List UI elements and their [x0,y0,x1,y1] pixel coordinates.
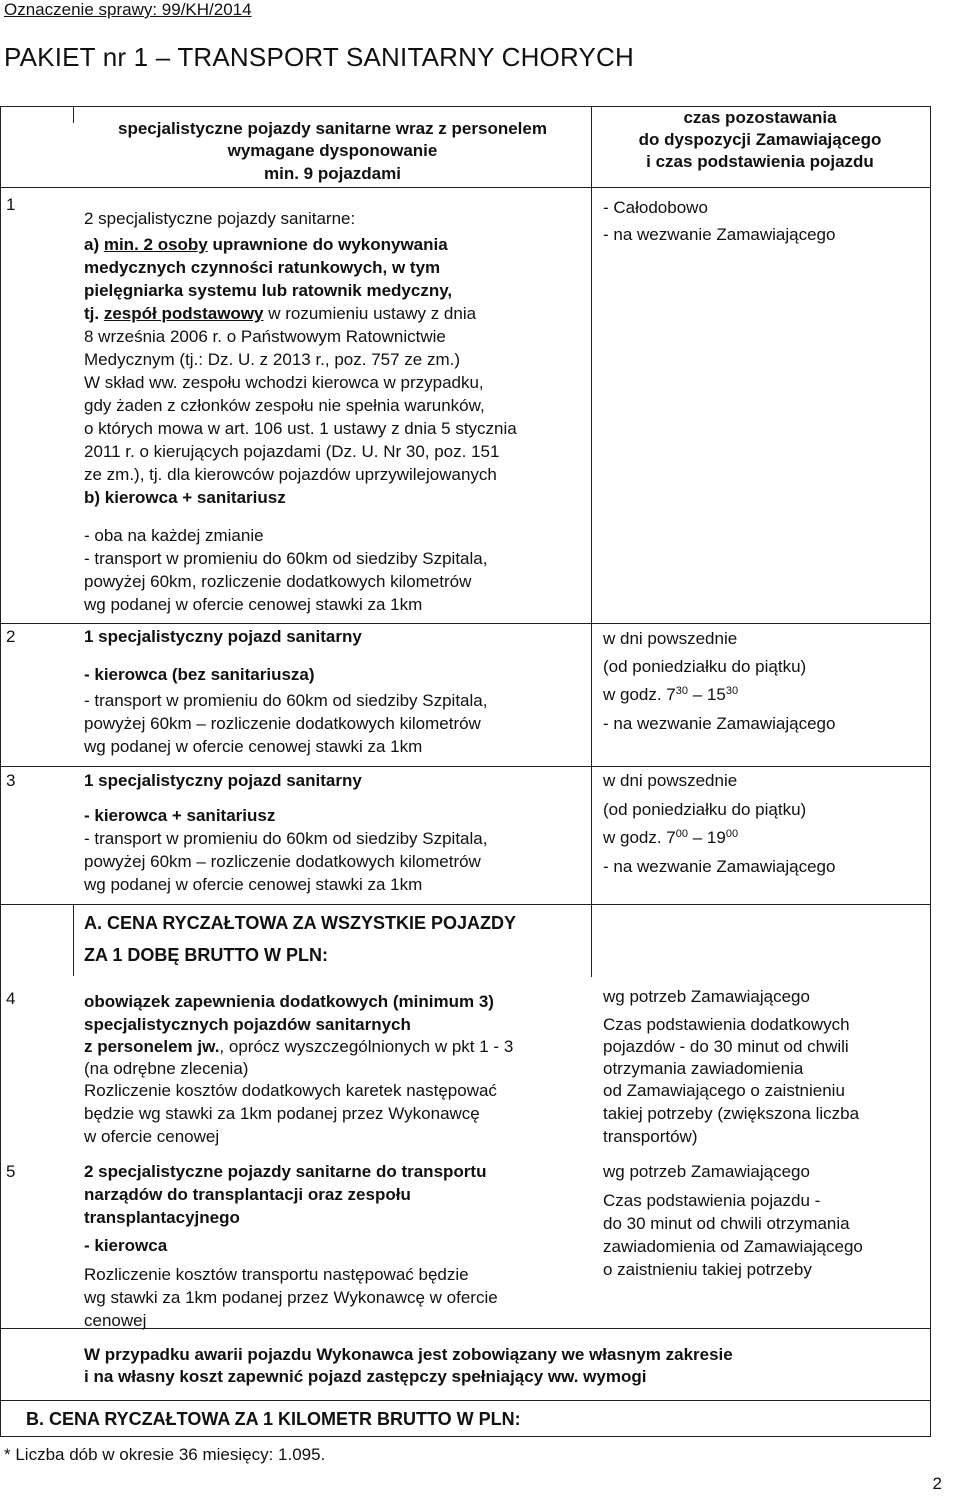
price-a-label: ZA 1 DOBĘ BRUTTO W PLN: [84,945,328,965]
row2-vehicle: 1 specjalistyczny pojazd sanitarny [84,627,362,646]
row1-text-line: W skład ww. zespołu wchodzi kierowca w przypadku, [84,373,484,392]
row5-crew: - kierowca [84,1236,168,1255]
header-left-line: specjalistyczne pojazdy sanitarne wraz z personelem [118,119,547,138]
page-number: 2 [932,1474,942,1493]
row4-text-line: specjalistycznych pojazdów sanitarnych [84,1015,411,1034]
row2-crew: - kierowca (bez sanitariusza) [84,665,315,684]
row1-vehicles: 2 specjalistyczne pojazdy sanitarne: [84,209,356,228]
breakdown-note: i na własny koszt zapewnić pojazd zastępczy spełniający ww. wymogi [84,1367,647,1386]
page-title: PAKIET nr 1 – TRANSPORT SANITARNY CHORYCH [4,42,634,72]
row-number: 1 [6,195,16,214]
row4-availability: Czas podstawienia dodatkowych [603,1015,850,1034]
header-left-line: wymagane dysponowanie [227,141,438,160]
row2-availability: - na wezwanie Zamawiającego [603,714,836,733]
row2-tail-line: powyżej 60km – rozliczenie dodatkowych kilometrów [84,714,481,733]
row4-availability: od Zamawiającego o zaistnieniu [603,1081,845,1100]
row-number: 3 [6,771,16,790]
case-number: Oznaczenie sprawy: 99/KH/2014 [4,0,252,19]
row1-a-line: a) min. 2 osoby uprawnione do wykonywania [84,235,448,254]
header-right-line: i czas podstawienia pojazdu [646,152,874,171]
row5-availability: o zaistnieniu takiej potrzeby [603,1260,812,1279]
row5-availability: zawiadomienia od Zamawiającego [603,1237,863,1256]
header-right-line: czas pozostawania [683,108,837,127]
row3-tail-line: powyżej 60km – rozliczenie dodatkowych kilometrów [84,852,481,871]
row1-availability: - Całodobowo [603,198,708,217]
row5-text-line: narządów do transplantacji oraz zespołu [84,1185,411,1204]
row2-tail-line: wg podanej w ofercie cenowej stawki za 1km [84,737,423,756]
row3-hours: w godz. $7^{00} - 19^{00}$ [603,828,739,847]
row1-text-line: gdy żaden z członków zespołu nie spełnia warunków, [84,396,485,415]
row-number: 5 [6,1162,16,1181]
row1-zespol-line: tj. zespół podstawowy w rozumieniu ustawy z dnia [84,304,477,323]
row4-availability: transportów) [603,1127,698,1146]
row4-text-line: będzie wg stawki za 1km podanej przez Wykonawcę [84,1104,480,1123]
row5-availability: do 30 minut od chwili otrzymania [603,1214,850,1233]
row5-text-line: wg stawki za 1km podanej przez Wykonawcę w ofercie [84,1288,498,1307]
row4-availability: takiej potrzeby (zwiększona liczba [603,1104,860,1123]
row3-tail-line: - transport w promieniu do 60km od siedziby Szpitala, [84,829,488,848]
row5-text-line: transplantacyjnego [84,1208,240,1227]
row3-vehicle: 1 specjalistyczny pojazd sanitarny [84,771,362,790]
row3-crew: - kierowca + sanitariusz [84,806,276,825]
row5-text-line: 2 specjalistyczne pojazdy sanitarne do transportu [84,1162,487,1181]
row4-text-line: obowiązek zapewnienia dodatkowych (minimum 3) [84,992,494,1011]
row1-tail-line: - oba na każdej zmianie [84,526,264,545]
row1-text-line: Medycznym (tj.: Dz. U. z 2013 r., poz. 757 ze zm.) [84,350,461,369]
price-b-label: B. CENA RYCZAŁTOWA ZA 1 KILOMETR BRUTTO W PLN: [26,1409,521,1429]
row1-text-line: pielęgniarka systemu lub ratownik medyczny, [84,281,453,300]
row3-availability: - na wezwanie Zamawiającego [603,857,836,876]
row2-tail-line: - transport w promieniu do 60km od siedziby Szpitala, [84,691,488,710]
row2-hours: w godz. $7^{30} - 15^{30}$ [603,685,739,704]
row1-availability: - na wezwanie Zamawiającego [603,225,836,244]
row1-text-line: 8 września 2006 r. o Państwowym Ratownictwie [84,327,446,346]
row1-text-line: ze zm.), tj. dla kierowców pojazdów uprzywilejowanych [84,465,497,484]
row1-text-line: medycznych czynności ratunkowych, w tym [84,258,441,277]
price-a-label: A. CENA RYCZAŁTOWA ZA WSZYSTKIE POJAZDY [84,913,517,933]
row4-availability: wg potrzeb Zamawiającego [603,987,810,1006]
row1-text-line: 2011 r. o kierujących pojazdami (Dz. U. Nr 30, poz. 151 [84,442,500,461]
row1-b-line: b) kierowca + sanitariusz [84,488,286,507]
row3-availability: (od poniedziałku do piątku) [603,800,807,819]
row1-tail-line: - transport w promieniu do 60km od siedziby Szpitala, [84,549,488,568]
header-right-line: do dyspozycji Zamawiającego [638,130,882,149]
row-number: 4 [6,989,16,1008]
row4-availability: pojazdów - do 30 minut od chwili [603,1037,849,1056]
row5-text-line: Rozliczenie kosztów transportu następować będzie [84,1265,469,1284]
row4-availability: otrzymania zawiadomienia [603,1059,804,1078]
footnote: * Liczba dób w okresie 36 miesięcy: 1.095. [4,1445,326,1464]
row4-text-line: Rozliczenie kosztów dodatkowych karetek następować [84,1081,497,1100]
row5-availability: wg potrzeb Zamawiającego [603,1162,810,1181]
row2-availability: w dni powszednie [603,629,738,648]
breakdown-note: W przypadku awarii pojazdu Wykonawca jest zobowiązany we własnym zakresie [84,1345,733,1364]
row1-tail-line: wg podanej w ofercie cenowej stawki za 1km [84,595,423,614]
row4-text-line: w ofercie cenowej [84,1127,220,1146]
row4-text-line: (na odrębne zlecenia) [84,1059,249,1078]
row2-availability: (od poniedziałku do piątku) [603,657,807,676]
header-left-line: min. 9 pojazdami [264,164,401,183]
row5-availability: Czas podstawienia pojazdu - [603,1191,821,1210]
row1-text-line: o których mowa w art. 106 ust. 1 ustawy z dnia 5 stycznia [84,419,517,438]
row4-text-line: z personelem jw., oprócz wyszczególnionych w pkt 1 - 3 [84,1037,514,1056]
row5-text-line: cenowej [84,1311,147,1330]
row-number: 2 [6,627,16,646]
row3-tail-line: wg podanej w ofercie cenowej stawki za 1km [84,875,423,894]
row1-tail-line: powyżej 60km, rozliczenie dodatkowych kilometrów [84,572,472,591]
row3-availability: w dni powszednie [603,771,738,790]
